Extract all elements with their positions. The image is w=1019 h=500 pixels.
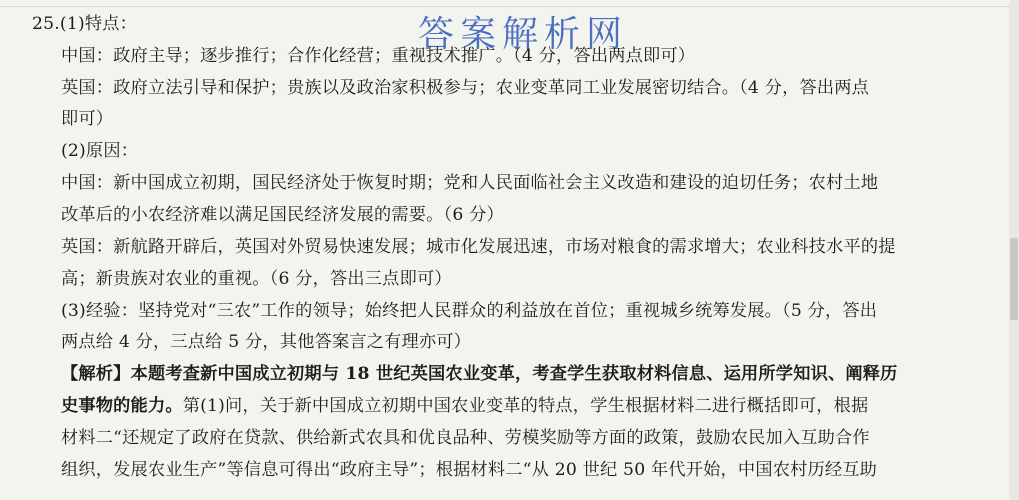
analysis-line-2 — [61, 394, 868, 418]
line-text: 中国：政府主导；逐步推行；合作化经营；重视技术推广。（4 分，答出两点即可） — [61, 46, 696, 66]
line-text: 英国：新航路开辟后，英国对外贸易快速发展；城市化发展迅速，市场对粮食的需求增大；农业科技水平的提 — [61, 237, 896, 257]
p1-britain-features-cont — [61, 107, 113, 131]
line-text: 英国：政府立法引导和保护；贵族以及政治家积极参与；农业变革同工业发展密切结合。（4 分，答出两点 — [61, 78, 870, 98]
p1-china-features — [61, 44, 695, 68]
p2-britain-reasons-cont — [61, 267, 452, 291]
line-text: 【解析】本题考查新中国成立初期与 18 世纪英国农业变革，考查学生获取材料信息、运用所学知识、阐释历 — [61, 364, 898, 384]
line-text: 材料二“还规定了政府在贷款、供给新式农具和优良品种、劳模奖励等方面的政策，鼓励农民加入互助合作 — [61, 428, 870, 448]
line-text: 25.(1)特点： — [32, 14, 138, 34]
p2-britain-reasons — [61, 235, 896, 259]
line-text: (3)经验：坚持党对“三农”工作的领导；始终把人民群众的利益放在首位；重视城乡统筹发展。（5 分，答出 — [61, 301, 878, 321]
line-text: 改革后的小农经济难以满足国民经济发展的需要。（6 分） — [61, 205, 504, 225]
line-text: 组织，发展农业生产”等信息可得出“政府主导”；根据材料二“从 20 世纪 50 年代开始，中国农村历经互助 — [61, 460, 878, 480]
q25-part1-heading — [32, 12, 137, 36]
p3-experience — [61, 299, 877, 323]
p3-experience-cont — [61, 330, 471, 354]
line-text: 即可） — [61, 109, 114, 129]
scrollbar-thumb[interactable] — [1010, 238, 1018, 320]
p2-china-reasons-cont — [61, 203, 504, 227]
vertical-scrollbar[interactable] — [1009, 0, 1019, 500]
line-text: 两点给 4 分，三点给 5 分，其他答案言之有理亦可） — [61, 332, 472, 352]
p2-china-reasons — [61, 171, 878, 195]
analysis-line-4 — [61, 458, 877, 482]
watermark-logo: 答案解析网 — [418, 14, 629, 55]
line-text: 高；新贵族对农业的重视。（6 分，答出三点即可） — [61, 269, 452, 289]
line-text: 中国：新中国成立初期，国民经济处于恢复时期；党和人民面临社会主义改造和建设的迫切任务；农村土地 — [61, 173, 879, 193]
line-text: 第(1)问，关于新中国成立初期中国农业变革的特点，学生根据材料二进行概括即可，根据 — [182, 396, 869, 416]
analysis-heading — [61, 362, 898, 386]
q25-part2-heading — [61, 139, 138, 163]
line-bold-text: 史事物的能力。 — [61, 396, 183, 416]
p1-britain-features — [61, 76, 869, 100]
line-text: (2)原因： — [61, 141, 139, 161]
analysis-line-3 — [61, 426, 870, 450]
